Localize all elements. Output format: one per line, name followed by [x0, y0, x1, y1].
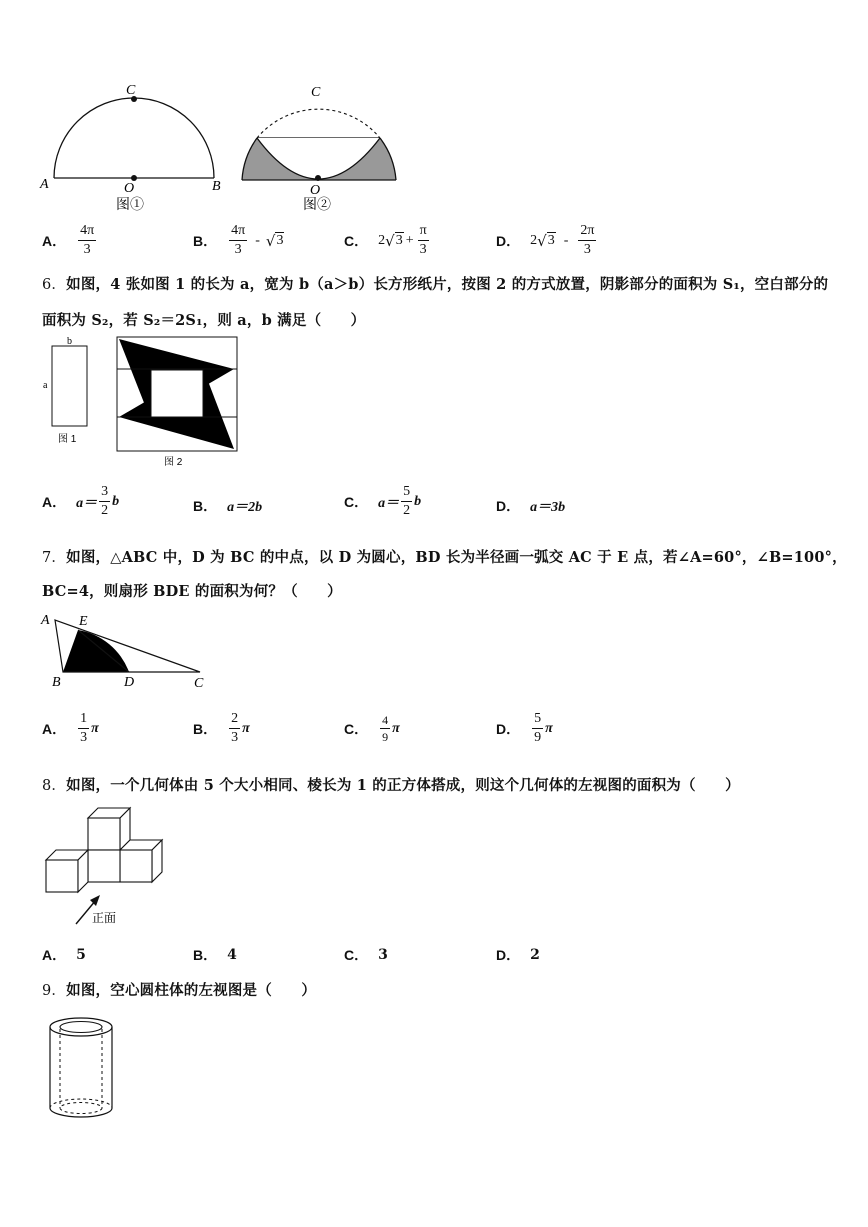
label-a: A — [40, 177, 49, 192]
q8-figure-cubes — [40, 804, 166, 930]
label-o2: O — [310, 183, 321, 198]
q8-stem-line1: 8．如图，一个几何体由 5 个大小相同、棱长为 1 的正方体搭成，则这个几何体的左视图的面积为（ ） — [42, 777, 740, 794]
q6-option-d[interactable]: D． a＝3b — [496, 498, 566, 515]
q7-figure-triangle — [38, 610, 218, 692]
q7-stem-line1: 7．如图，△ABC 中，D 为 BC 的中点，以 D 为圆心，BD 长为半径画一弧交 AC 于 E 点，若∠A=60°，∠B=100°， — [42, 549, 847, 566]
q8-option-c[interactable]: C． 3 — [344, 947, 388, 963]
q6-stem-line2: 面积为 S₂，若 S₂＝2S₁，则 a，b 满足（ ） — [42, 312, 366, 329]
q7-option-c[interactable]: C． $\frac{4}{9}$ π — [344, 713, 400, 744]
caption-fig1: 图① — [116, 196, 144, 212]
caption-fig2: 图② — [303, 196, 331, 212]
label-b-tri: B — [52, 675, 61, 690]
caption-fig-2: 图 2 — [164, 457, 183, 468]
q5-figure-2 — [236, 80, 412, 220]
label-c2: C — [311, 85, 321, 100]
label-b-side: b — [67, 336, 72, 347]
q5-option-b[interactable]: B． $\frac{4\pi}{3}$ - √ 3 — [193, 223, 284, 257]
q6-figure-2 — [112, 334, 244, 470]
q8-option-d[interactable]: D． 2 — [496, 947, 540, 963]
q5-figure-1 — [36, 78, 226, 218]
q6-figure-1 — [40, 336, 100, 448]
q6-option-b[interactable]: B． a＝2b — [193, 498, 263, 515]
label-c-tri: C — [194, 676, 204, 691]
label-a-side: a — [43, 380, 48, 391]
label-a-tri: A — [41, 613, 50, 628]
label-front: 正面 — [92, 911, 117, 925]
q7-stem-line2: BC=4，则扇形 BDE 的面积为何？（ ） — [42, 583, 342, 600]
label-b: B — [212, 179, 221, 194]
q9-figure-hollow-cylinder — [40, 1010, 130, 1130]
q7-option-b[interactable]: B． $\frac{2}{3}$ π — [193, 711, 250, 745]
label-e-tri: E — [79, 614, 88, 629]
q5-option-c[interactable]: C． 2 √ 3 + $\frac{\pi}{3}$ — [344, 223, 427, 257]
q9-stem-line1: 9．如图，空心圆柱体的左视图是（ ） — [42, 982, 317, 999]
q7-option-d[interactable]: D． $\frac{5}{9}$ π — [496, 711, 553, 745]
q6-option-a[interactable]: A． a＝ $\frac{3}{2}$ b — [42, 484, 120, 518]
q5-option-d[interactable]: D． 2 √ 3 - $\frac{2\pi}{3}$ — [496, 223, 595, 257]
caption-fig-1: 图 1 — [58, 434, 77, 445]
label-d-tri: D — [124, 675, 135, 690]
q6-stem-line1: 6．如图，4 张如图 1 的长为 a，宽为 b（a＞b）长方形纸片，按图 2 的方式放置，阴影部分的面积为 S₁，空白部分的 — [42, 276, 829, 293]
q8-option-a[interactable]: A． 5 — [42, 947, 86, 963]
q5-option-a[interactable]: A． $\frac{4\pi}{3}$ — [42, 223, 95, 257]
q7-option-a[interactable]: A． $\frac{1}{3}$ π — [42, 711, 99, 745]
label-o: O — [124, 181, 135, 196]
label-c: C — [126, 83, 136, 98]
q8-option-b[interactable]: B． 4 — [193, 947, 237, 963]
q6-option-c[interactable]: C． a＝ $\frac{5}{2}$ b — [344, 484, 422, 518]
